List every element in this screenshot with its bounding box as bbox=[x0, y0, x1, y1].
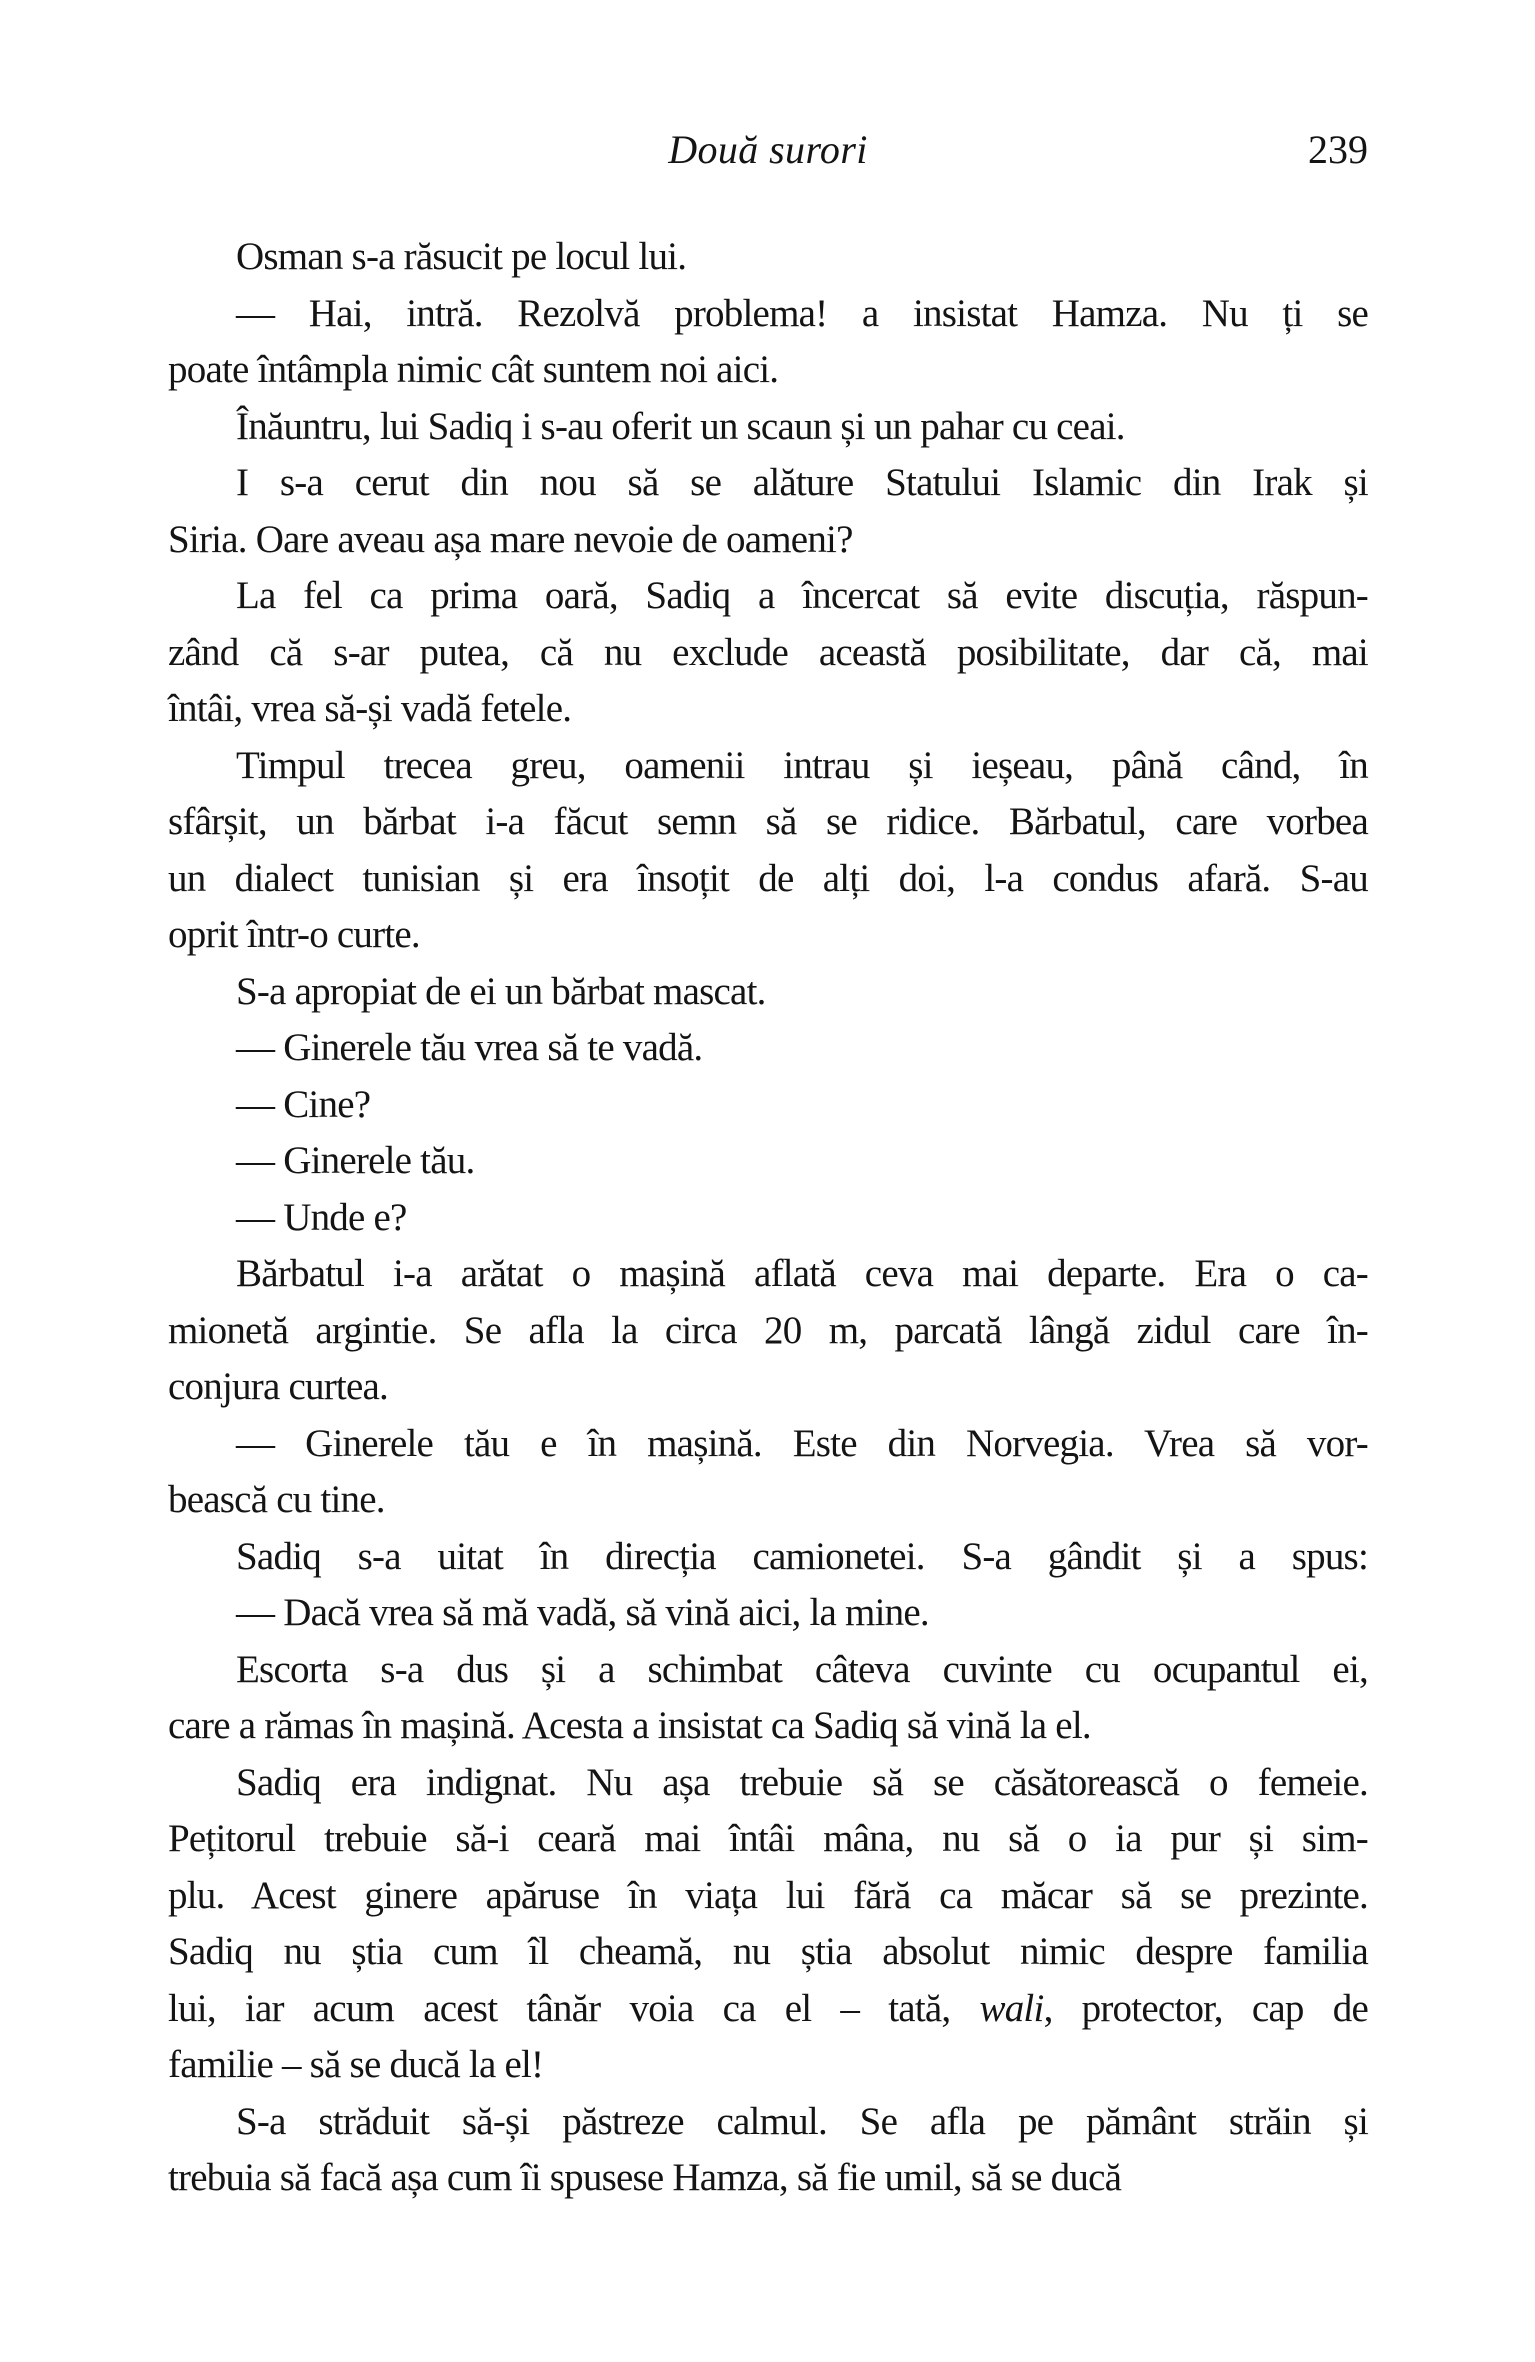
text-segment: La fel ca prima oară, Sadiq a încercat să evite discuția, răspun- bbox=[236, 574, 1368, 617]
text-line bbox=[168, 1303, 1368, 1360]
text-segment: S-a apropiat de ei un bărbat mascat. bbox=[236, 969, 766, 1013]
text-line bbox=[168, 1529, 1368, 1586]
text-segment: — Dacă vrea să mă vadă, să vină aici, la mine. bbox=[236, 1591, 929, 1634]
text-segment: Sadiq era indignat. Nu așa trebuie să se căsătorească o femeie. bbox=[236, 1760, 1368, 1804]
text-line bbox=[168, 1472, 1368, 1529]
text-line bbox=[168, 1811, 1368, 1868]
text-line bbox=[168, 1190, 1368, 1247]
text-segment: — Ginerele tău e în mașină. Este din Norvegia. Vrea să vor- bbox=[236, 1421, 1368, 1465]
text-segment: Sadiq nu știa cum îl cheamă, nu știa absolut nimic despre familia bbox=[168, 1930, 1368, 1973]
text-segment: familie – să se ducă la el! bbox=[168, 2043, 544, 2086]
text-line bbox=[168, 1642, 1368, 1699]
text-segment: sfârșit, un bărbat i-a făcut semn să se ridice. Bărbatul, care vorbea bbox=[168, 800, 1368, 843]
text-segment: — Unde e? bbox=[236, 1195, 407, 1239]
text-segment: — Ginerele tău vrea să te vadă. bbox=[236, 1026, 703, 1069]
text-line bbox=[168, 1020, 1368, 1077]
text-segment: conjura curtea. bbox=[168, 1365, 388, 1408]
text-segment: Bărbatul i-a arătat o mașină aflată ceva mai departe. Era o ca- bbox=[236, 1252, 1368, 1295]
text-segment: un dialect tunisian și era însoțit de alți doi, l-a condus afară. S-au bbox=[168, 856, 1368, 900]
text-line bbox=[168, 342, 1368, 399]
text-line bbox=[168, 1416, 1368, 1473]
text-line bbox=[168, 1981, 1368, 2038]
text-segment: trebuia să facă așa cum îi spusese Hamza, să fie umil, să se ducă bbox=[168, 2156, 1122, 2199]
text-line bbox=[168, 1755, 1368, 1812]
text-block bbox=[168, 229, 1368, 2207]
text-line bbox=[168, 512, 1368, 569]
running-head-title: Două surori bbox=[668, 127, 868, 172]
text-line bbox=[168, 1698, 1368, 1755]
text-line bbox=[168, 1133, 1368, 1190]
text-line bbox=[168, 568, 1368, 625]
text-segment: — Cine? bbox=[236, 1082, 371, 1126]
text-segment: Siria. Oare aveau așa mare nevoie de oameni? bbox=[168, 517, 853, 561]
text-segment: — Ginerele tău. bbox=[236, 1139, 475, 1182]
text-line bbox=[168, 2150, 1368, 2207]
text-line bbox=[168, 399, 1368, 456]
text-segment: mionetă argintie. Se afla la circa 20 m, parcată lângă zidul care în- bbox=[168, 1308, 1368, 1352]
text-line bbox=[168, 738, 1368, 795]
text-segment: I s-a cerut din nou să se alăture Statului Islamic din Irak și bbox=[236, 461, 1368, 504]
text-segment: bească cu tine. bbox=[168, 1478, 385, 1521]
text-segment: lui, iar acum acest tânăr voia ca el – tată, bbox=[168, 1986, 980, 2030]
text-line bbox=[168, 681, 1368, 738]
text-line bbox=[168, 794, 1368, 851]
text-segment: — Hai, intră. Rezolvă problema! a insistat Hamza. Nu ți se bbox=[236, 291, 1368, 335]
text-segment: care a rămas în mașină. Acesta a insistat ca Sadiq să vină la el. bbox=[168, 1704, 1091, 1747]
text-segment: oprit într-o curte. bbox=[168, 913, 420, 956]
text-segment: întâi, vrea să-și vadă fetele. bbox=[168, 687, 572, 730]
italic-term: wali bbox=[979, 1986, 1044, 2030]
text-line bbox=[168, 1868, 1368, 1925]
text-segment: Escorta s-a dus și a schimbat câteva cuvinte cu ocupantul ei, bbox=[236, 1647, 1368, 1691]
text-line bbox=[168, 1585, 1368, 1642]
text-segment: Pețitorul trebuie să-i ceară mai întâi mâna, nu să o ia pur și sim- bbox=[168, 1817, 1368, 1860]
page-number: 239 bbox=[1308, 127, 1368, 172]
text-segment: plu. Acest ginere apăruse în viața lui fără ca măcar să se prezinte. bbox=[168, 1873, 1368, 1917]
text-segment: poate întâmpla nimic cât suntem noi aici. bbox=[168, 348, 779, 391]
text-segment: Timpul trecea greu, oamenii intrau și ieșeau, până când, în bbox=[236, 743, 1368, 787]
text-segment: , protector, cap de bbox=[1043, 1986, 1368, 2030]
text-line bbox=[168, 286, 1368, 343]
text-segment: Sadiq s-a uitat în direcția camionetei. S-a gândit și a spus: bbox=[236, 1534, 1368, 1578]
text-line bbox=[168, 1924, 1368, 1981]
text-segment: S-a străduit să-și păstreze calmul. Se afla pe pământ străin și bbox=[236, 2099, 1368, 2143]
text-line bbox=[168, 1246, 1368, 1303]
text-line bbox=[168, 229, 1368, 286]
text-line bbox=[168, 1359, 1368, 1416]
text-line bbox=[168, 455, 1368, 512]
text-segment: zând că s-ar putea, că nu exclude această posibilitate, dar că, mai bbox=[168, 630, 1368, 674]
page-header bbox=[168, 124, 1368, 176]
text-line bbox=[168, 625, 1368, 682]
text-line bbox=[168, 907, 1368, 964]
text-line bbox=[168, 2037, 1368, 2094]
text-line bbox=[168, 2094, 1368, 2151]
text-line bbox=[168, 964, 1368, 1021]
text-line bbox=[168, 1077, 1368, 1134]
text-line bbox=[168, 851, 1368, 908]
text-segment: Osman s-a răsucit pe locul lui. bbox=[236, 235, 687, 278]
text-segment: Înăuntru, lui Sadiq i s-au oferit un scaun și un pahar cu ceai. bbox=[236, 404, 1125, 448]
